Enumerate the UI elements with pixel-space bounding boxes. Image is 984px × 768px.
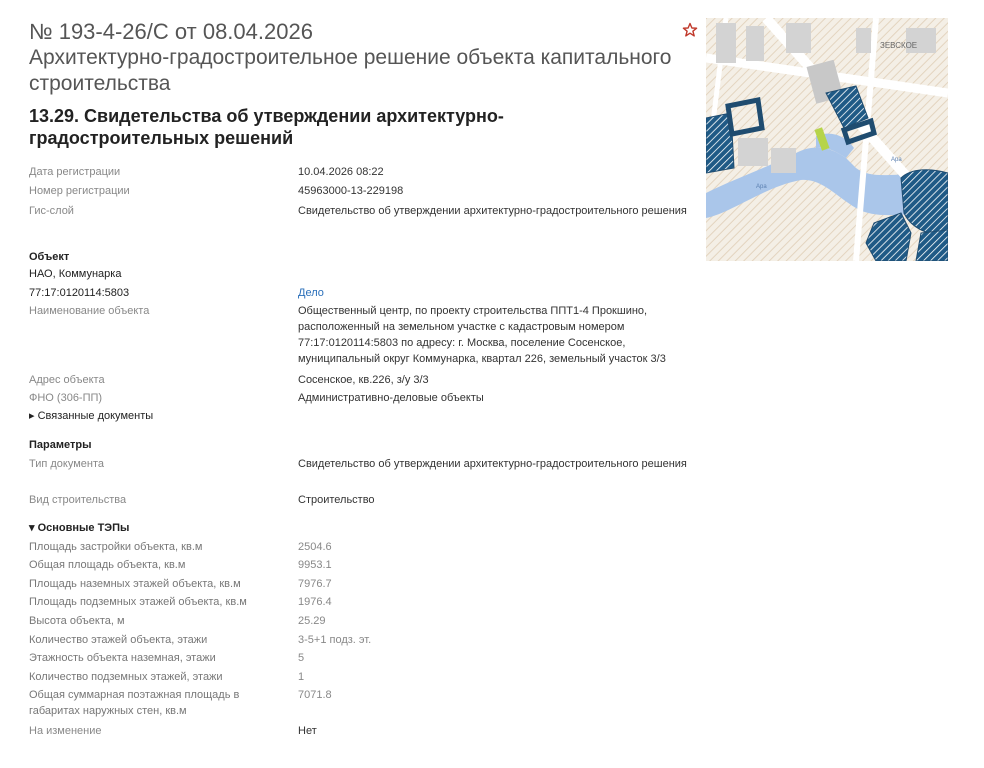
- object-address-value: Сосенское, кв.226, з/у 3/3: [298, 374, 429, 386]
- tep-label: Количество подземных этажей, этажи: [29, 671, 223, 683]
- tep-value: 1: [298, 671, 305, 683]
- tep-label: Площадь наземных этажей объекта, кв.м: [29, 578, 241, 590]
- tep-label: Площадь подземных этажей объекта, кв.м: [29, 596, 247, 608]
- tep-value: 3-5+1 подз. эт.: [298, 634, 372, 646]
- reg-number-value: 45963000-13-229198: [298, 185, 404, 197]
- params-section-title: Параметры: [29, 439, 92, 451]
- reg-number-label: Номер регистрации: [29, 185, 130, 197]
- on-change-value: Нет: [298, 725, 317, 737]
- object-location: НАО, Коммунарка: [29, 268, 122, 280]
- tep-value: 1976.4: [298, 596, 332, 608]
- object-address-label: Адрес объекта: [29, 374, 105, 386]
- main-tep-toggle[interactable]: ▾ Основные ТЭПы: [29, 522, 130, 534]
- tep-value: 5: [298, 652, 305, 664]
- cadastral-number: 77:17:0120114:5803: [29, 287, 130, 299]
- map-river-label: Ара: [891, 157, 902, 163]
- document-number: № 193-4-26/С от 08.04.2026: [29, 19, 313, 44]
- object-name-label: Наименование объекта: [29, 305, 150, 317]
- reg-date-label: Дата регистрации: [29, 166, 121, 178]
- tep-label: Высота объекта, м: [29, 615, 125, 627]
- fno-value: Административно-деловые объекты: [298, 392, 484, 404]
- doc-type-label: Тип документа: [29, 458, 105, 470]
- document-header: [29, 19, 679, 149]
- related-documents-toggle[interactable]: ▸ Связанные документы: [29, 410, 154, 422]
- tep-value: 7071.8: [298, 689, 332, 701]
- object-name-value: Общественный центр, по проекту строительства ППТ1-4 Прокшино, расположенный на земельном участке с кадастровым номером 77:17:0120114:5803 по адресу: г. Москва, поселение Сосенское, муниципальный округ Коммунарка, квартал 226, земельный участок 3/3: [298, 305, 666, 365]
- star-outline-icon[interactable]: [682, 22, 698, 38]
- reg-date-value: 10.04.2026 08:22: [298, 166, 384, 178]
- tep-value: 9953.1: [298, 559, 332, 571]
- build-type-label: Вид строительства: [29, 494, 127, 506]
- gis-layer-label: Гис-слой: [29, 205, 74, 217]
- tep-label: Количество этажей объекта, этажи: [29, 634, 208, 646]
- tep-label: Общая суммарная поэтажная площадь в габаритах наружных стен, кв.м: [29, 689, 240, 717]
- tep-label: Площадь застройки объекта, кв.м: [29, 541, 203, 553]
- document-title: Архитектурно-градостроительное решение объекта капитального строительства: [29, 46, 672, 95]
- tep-value: 25.29: [298, 615, 326, 627]
- document-category: 13.29. Свидетельства об утверждении архитектурно-градостроительных решений: [29, 106, 504, 148]
- object-section-title: Объект: [29, 251, 70, 263]
- doc-type-value: Свидетельство об утверждении архитектурно-градостроительного решения: [298, 458, 687, 470]
- tep-value: 2504.6: [298, 541, 332, 553]
- tep-label: Общая площадь объекта, кв.м: [29, 559, 186, 571]
- on-change-label: На изменение: [29, 725, 102, 737]
- location-map[interactable]: [706, 18, 948, 261]
- delo-link[interactable]: Дело: [298, 287, 324, 299]
- tep-label: Этажность объекта наземная, этажи: [29, 652, 216, 664]
- build-type-value: Строительство: [298, 494, 375, 506]
- fno-label: ФНО (306-ПП): [29, 392, 103, 404]
- map-river-label: Ара: [756, 184, 767, 190]
- map-label: ЗЕВСКОЕ: [880, 41, 918, 50]
- tep-value: 7976.7: [298, 578, 332, 590]
- gis-layer-value: Свидетельство об утверждении архитектурно-градостроительного решения: [298, 205, 687, 217]
